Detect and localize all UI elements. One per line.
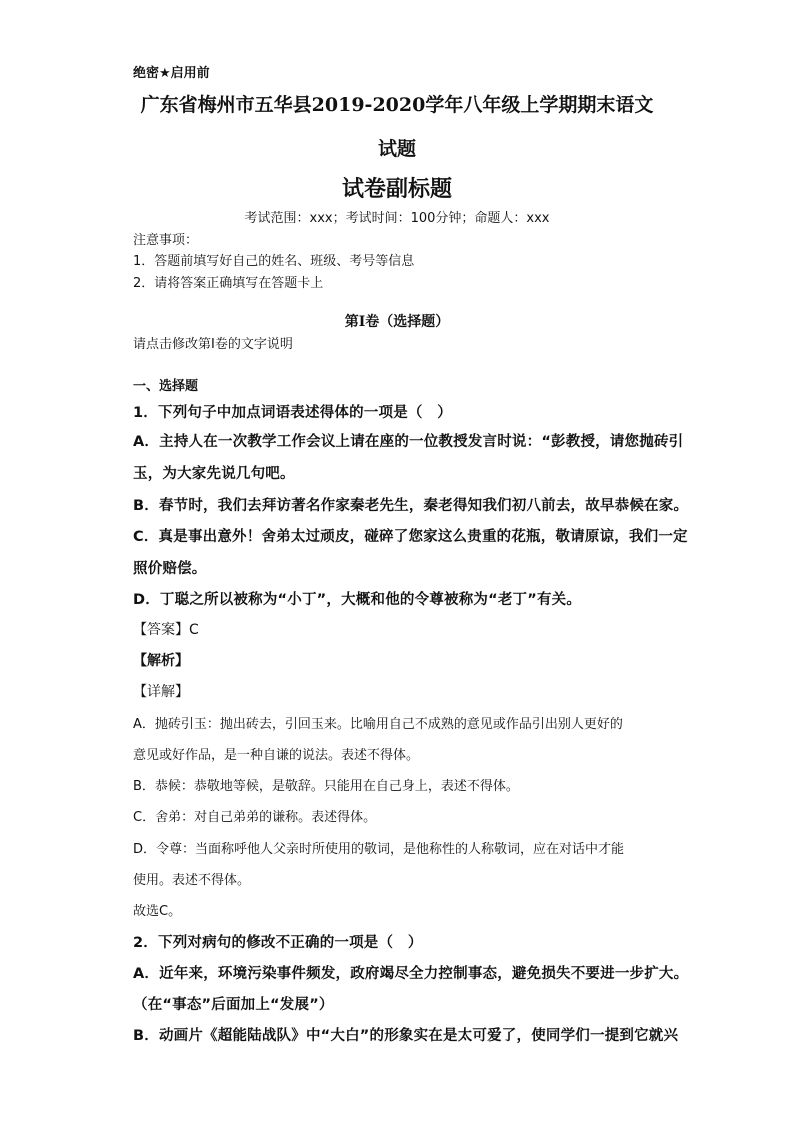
title-line-1: 广东省梅州市五华县2019-2020学年八年级上学期期末语文 [140,94,654,116]
q1-option-c-line2: 照价赔偿。 [133,561,207,577]
volume-title: 第I卷（选择题） [344,314,450,330]
notes-item-2: 2．请将答案正确填写在答题卡上 [133,276,324,291]
q2-stem: 2．下列对病句的修改不正确的一项是（ ） [133,935,423,951]
q2-option-b-line1: B．动画片《超能陆战队》中“大白”的形象实在是太可爱了，使同学们一提到它就兴 [133,1028,679,1044]
q1-explanation-d-line1: D．令尊：当面称呼他人父亲时所使用的敬词，是他称性的人称敬词，应在对话中才能 [133,842,625,857]
notes-item-1: 1．答题前填写好自己的姓名、班级、考号等信息 [133,254,415,269]
subtitle: 试卷副标题 [341,176,452,202]
q1-explanation-a-line1: A．抛砖引玉：抛出砖去，引回玉来。比喻用自己不成熟的意见或作品引出别人更好的 [133,717,623,732]
volume-hint: 请点击修改第I卷的文字说明 [133,337,293,352]
q1-explanation-c: C．舍弟：对自己弟弟的谦称。表述得体。 [133,810,377,825]
q1-explanation-d-line2: 使用。表述不得体。 [133,873,251,888]
q1-analysis-label: 【解析】 [133,653,189,669]
q1-option-d: D．丁聪之所以被称为“小丁”，大概和他的令尊被称为“老丁”有关。 [133,592,582,608]
q1-option-c-line1: C．真是事出意外！舍弟太过顽皮，碰碎了您家这么贵重的花瓶，敬请原谅，我们一定 [133,529,688,545]
q1-option-a-line2: 玉，为大家先说几句吧。 [133,466,295,482]
q1-option-a-line1: A．主持人在一次教学工作会议上请在座的一位教授发言时说：“彭教授，请您抛砖引 [133,434,684,450]
q1-explanation-b: B．恭候：恭敬地等候，是敬辞。只能用在自己身上，表述不得体。 [133,779,519,794]
q1-conclusion: 故选C。 [133,904,182,919]
section-title: 一、选择题 [133,379,199,394]
q1-explanation-a-line2: 意见或好作品，是一种自谦的说法。表述不得体。 [133,748,420,763]
secret-mark: 绝密★启用前 [133,66,210,81]
title-line-2: 试题 [377,138,416,160]
q2-option-a-line1: A．近年来，环境污染事件频发，政府竭尽全力控制事态，避免损失不要进一步扩大。 [133,966,689,982]
q1-detail-label: 【详解】 [133,684,189,700]
notes-heading: 注意事项： [133,233,199,248]
q2-option-a-line2: （在“事态”后面加上“发展”） [133,997,334,1013]
q1-option-b: B．春节时，我们去拜访著名作家秦老先生，秦老得知我们初八前去，故早恭候在家。 [133,498,689,514]
q1-answer: 【答案】C [133,622,199,638]
exam-info: 考试范围：xxx；考试时间：100分钟；命题人：xxx [244,211,550,226]
q1-stem: 1．下列句子中加点词语表述得体的一项是（ ） [133,405,452,421]
